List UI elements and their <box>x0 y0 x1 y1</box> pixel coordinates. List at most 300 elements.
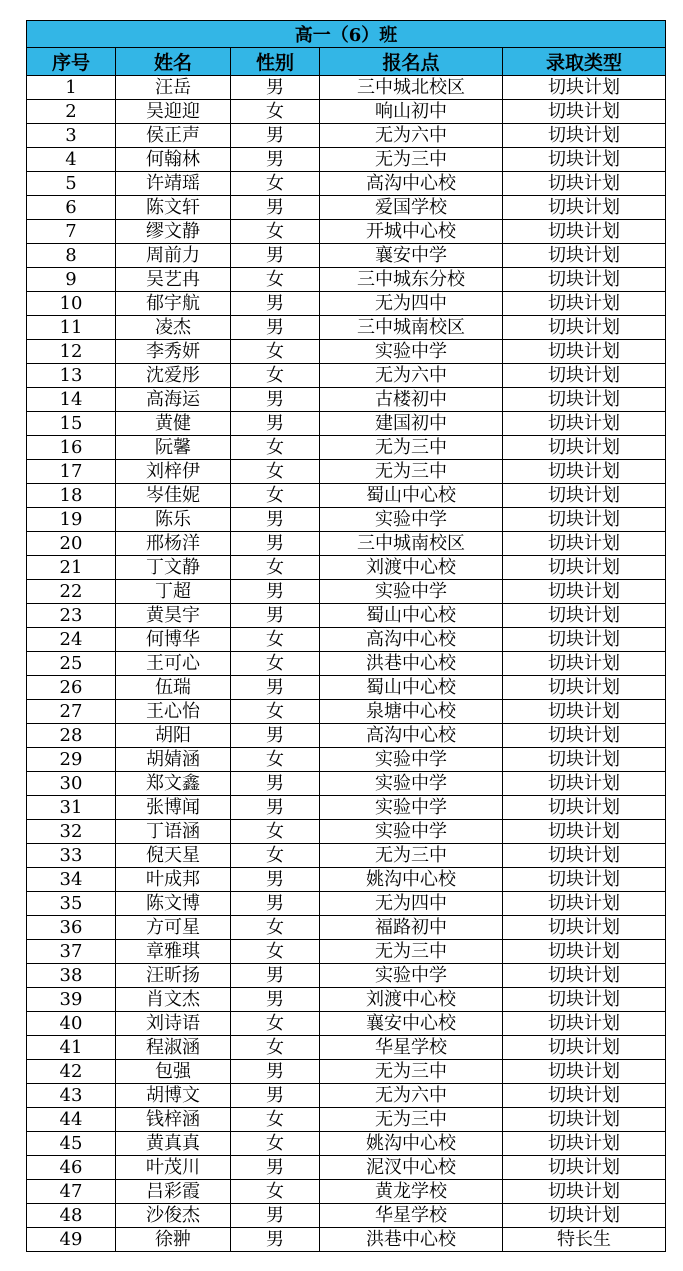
registration-site: 三中城东分校 <box>320 268 503 292</box>
student-name: 钱梓涵 <box>116 1108 231 1132</box>
row-number: 23 <box>27 604 116 628</box>
student-gender: 女 <box>231 484 320 508</box>
row-number: 45 <box>27 1132 116 1156</box>
table-row <box>27 556 666 580</box>
registration-site: 华星学校 <box>320 1204 503 1228</box>
student-name: 黄真真 <box>116 1132 231 1156</box>
row-number: 37 <box>27 940 116 964</box>
row-number: 13 <box>27 364 116 388</box>
admission-type: 切块计划 <box>503 292 666 316</box>
student-name: 肖文杰 <box>116 988 231 1012</box>
registration-site: 实验中学 <box>320 340 503 364</box>
admission-type: 切块计划 <box>503 772 666 796</box>
title-row <box>27 21 666 48</box>
header-row <box>27 48 666 76</box>
student-gender: 女 <box>231 652 320 676</box>
student-gender: 男 <box>231 316 320 340</box>
row-number: 22 <box>27 580 116 604</box>
table-row <box>27 916 666 940</box>
admission-type: 切块计划 <box>503 580 666 604</box>
student-name: 侯正声 <box>116 124 231 148</box>
row-number: 15 <box>27 412 116 436</box>
admission-type: 切块计划 <box>503 676 666 700</box>
student-name: 陈文轩 <box>116 196 231 220</box>
student-gender: 女 <box>231 1012 320 1036</box>
student-gender: 女 <box>231 364 320 388</box>
admission-type: 切块计划 <box>503 1012 666 1036</box>
registration-site: 三中城南校区 <box>320 316 503 340</box>
row-number: 14 <box>27 388 116 412</box>
row-number: 5 <box>27 172 116 196</box>
table-row <box>27 484 666 508</box>
table-row <box>27 580 666 604</box>
row-number: 12 <box>27 340 116 364</box>
student-gender: 男 <box>231 508 320 532</box>
student-name: 高海运 <box>116 388 231 412</box>
registration-site: 高沟中心校 <box>320 724 503 748</box>
student-gender: 男 <box>231 964 320 988</box>
table-row <box>27 748 666 772</box>
student-gender: 男 <box>231 1060 320 1084</box>
admission-type: 切块计划 <box>503 532 666 556</box>
registration-site: 蜀山中心校 <box>320 604 503 628</box>
row-number: 25 <box>27 652 116 676</box>
registration-site: 襄安中心校 <box>320 1012 503 1036</box>
row-number: 8 <box>27 244 116 268</box>
student-name: 倪天星 <box>116 844 231 868</box>
student-gender: 男 <box>231 292 320 316</box>
registration-site: 华星学校 <box>320 1036 503 1060</box>
student-name: 黄昊宇 <box>116 604 231 628</box>
admission-type: 切块计划 <box>503 460 666 484</box>
registration-site: 泉塘中心校 <box>320 700 503 724</box>
table-row <box>27 388 666 412</box>
table-row <box>27 412 666 436</box>
row-number: 1 <box>27 76 116 100</box>
registration-site: 无为六中 <box>320 364 503 388</box>
row-number: 27 <box>27 700 116 724</box>
student-gender: 女 <box>231 916 320 940</box>
row-number: 32 <box>27 820 116 844</box>
table-row <box>27 988 666 1012</box>
row-number: 3 <box>27 124 116 148</box>
row-number: 6 <box>27 196 116 220</box>
row-number: 17 <box>27 460 116 484</box>
table-row <box>27 532 666 556</box>
row-number: 48 <box>27 1204 116 1228</box>
admission-type: 切块计划 <box>503 364 666 388</box>
table-row <box>27 940 666 964</box>
student-name: 王可心 <box>116 652 231 676</box>
table-row <box>27 820 666 844</box>
column-header-admission-type: 录取类型 <box>503 48 666 76</box>
student-gender: 女 <box>231 1036 320 1060</box>
admission-type: 切块计划 <box>503 388 666 412</box>
row-number: 33 <box>27 844 116 868</box>
row-number: 31 <box>27 796 116 820</box>
admission-type: 切块计划 <box>503 244 666 268</box>
student-name: 郑文鑫 <box>116 772 231 796</box>
registration-site: 开城中心校 <box>320 220 503 244</box>
registration-site: 黄龙学校 <box>320 1180 503 1204</box>
registration-site: 无为四中 <box>320 292 503 316</box>
registration-site: 蜀山中心校 <box>320 484 503 508</box>
admission-type: 切块计划 <box>503 1108 666 1132</box>
admission-type: 切块计划 <box>503 196 666 220</box>
student-gender: 女 <box>231 340 320 364</box>
table-row <box>27 652 666 676</box>
row-number: 7 <box>27 220 116 244</box>
row-number: 46 <box>27 1156 116 1180</box>
registration-site: 姚沟中心校 <box>320 1132 503 1156</box>
student-gender: 男 <box>231 868 320 892</box>
row-number: 39 <box>27 988 116 1012</box>
row-number: 9 <box>27 268 116 292</box>
student-gender: 男 <box>231 76 320 100</box>
student-name: 李秀妍 <box>116 340 231 364</box>
row-number: 20 <box>27 532 116 556</box>
table-row <box>27 1108 666 1132</box>
row-number: 26 <box>27 676 116 700</box>
row-number: 47 <box>27 1180 116 1204</box>
student-name: 陈乐 <box>116 508 231 532</box>
row-number: 30 <box>27 772 116 796</box>
student-gender: 男 <box>231 1156 320 1180</box>
student-name: 邢杨洋 <box>116 532 231 556</box>
admission-type: 切块计划 <box>503 76 666 100</box>
class-roster-table <box>26 20 666 1252</box>
admission-type: 切块计划 <box>503 988 666 1012</box>
admission-type: 切块计划 <box>503 964 666 988</box>
registration-site: 实验中学 <box>320 964 503 988</box>
registration-site: 无为三中 <box>320 844 503 868</box>
row-number: 49 <box>27 1228 116 1252</box>
row-number: 19 <box>27 508 116 532</box>
admission-type: 切块计划 <box>503 316 666 340</box>
student-gender: 女 <box>231 748 320 772</box>
admission-type: 切块计划 <box>503 1084 666 1108</box>
registration-site: 实验中学 <box>320 508 503 532</box>
row-number: 21 <box>27 556 116 580</box>
table-row <box>27 700 666 724</box>
student-gender: 女 <box>231 700 320 724</box>
admission-type: 切块计划 <box>503 628 666 652</box>
registration-site: 蜀山中心校 <box>320 676 503 700</box>
admission-type: 切块计划 <box>503 868 666 892</box>
student-name: 沈爱彤 <box>116 364 231 388</box>
student-name: 许靖瑶 <box>116 172 231 196</box>
registration-site: 无为三中 <box>320 1108 503 1132</box>
student-name: 叶茂川 <box>116 1156 231 1180</box>
table-row <box>27 892 666 916</box>
admission-type: 切块计划 <box>503 1204 666 1228</box>
row-number: 42 <box>27 1060 116 1084</box>
student-gender: 男 <box>231 724 320 748</box>
student-gender: 女 <box>231 820 320 844</box>
registration-site: 无为三中 <box>320 940 503 964</box>
table-row <box>27 1156 666 1180</box>
registration-site: 福路初中 <box>320 916 503 940</box>
student-name: 郁宇航 <box>116 292 231 316</box>
admission-type: 切块计划 <box>503 652 666 676</box>
row-number: 18 <box>27 484 116 508</box>
student-gender: 男 <box>231 604 320 628</box>
registration-site: 无为三中 <box>320 1060 503 1084</box>
student-gender: 女 <box>231 172 320 196</box>
row-number: 38 <box>27 964 116 988</box>
table-row <box>27 1084 666 1108</box>
student-gender: 女 <box>231 1132 320 1156</box>
table-row <box>27 100 666 124</box>
student-name: 阮馨 <box>116 436 231 460</box>
table-row <box>27 796 666 820</box>
table-row <box>27 292 666 316</box>
table-row <box>27 76 666 100</box>
student-name: 吴迎迎 <box>116 100 231 124</box>
registration-site: 无为三中 <box>320 436 503 460</box>
column-header-registration-site: 报名点 <box>320 48 503 76</box>
registration-site: 无为三中 <box>320 148 503 172</box>
row-number: 34 <box>27 868 116 892</box>
student-gender: 男 <box>231 772 320 796</box>
student-gender: 女 <box>231 436 320 460</box>
admission-type: 切块计划 <box>503 100 666 124</box>
admission-type: 切块计划 <box>503 604 666 628</box>
class-title: 高一（6）班 <box>27 21 666 48</box>
registration-site: 实验中学 <box>320 820 503 844</box>
admission-type: 切块计划 <box>503 412 666 436</box>
admission-type: 切块计划 <box>503 820 666 844</box>
student-gender: 男 <box>231 1204 320 1228</box>
registration-site: 无为四中 <box>320 892 503 916</box>
admission-type: 切块计划 <box>503 724 666 748</box>
registration-site: 三中城南校区 <box>320 532 503 556</box>
admission-type: 切块计划 <box>503 1036 666 1060</box>
row-number: 4 <box>27 148 116 172</box>
admission-type: 切块计划 <box>503 700 666 724</box>
admission-type: 切块计划 <box>503 340 666 364</box>
table-row <box>27 124 666 148</box>
table-row <box>27 316 666 340</box>
registration-site: 建国初中 <box>320 412 503 436</box>
admission-type: 切块计划 <box>503 484 666 508</box>
admission-type: 切块计划 <box>503 796 666 820</box>
row-number: 28 <box>27 724 116 748</box>
table-row <box>27 1060 666 1084</box>
student-name: 张博闻 <box>116 796 231 820</box>
table-row <box>27 676 666 700</box>
student-gender: 男 <box>231 892 320 916</box>
admission-type: 切块计划 <box>503 268 666 292</box>
student-gender: 女 <box>231 556 320 580</box>
student-gender: 女 <box>231 460 320 484</box>
student-name: 沙俊杰 <box>116 1204 231 1228</box>
table-row <box>27 1132 666 1156</box>
student-name: 包强 <box>116 1060 231 1084</box>
registration-site: 襄安中学 <box>320 244 503 268</box>
table-row <box>27 724 666 748</box>
admission-type: 切块计划 <box>503 148 666 172</box>
table-row <box>27 604 666 628</box>
student-name: 胡博文 <box>116 1084 231 1108</box>
registration-site: 实验中学 <box>320 796 503 820</box>
student-name: 徐翀 <box>116 1228 231 1252</box>
admission-type: 切块计划 <box>503 1180 666 1204</box>
admission-type: 切块计划 <box>503 1156 666 1180</box>
admission-type: 特长生 <box>503 1228 666 1252</box>
row-number: 29 <box>27 748 116 772</box>
table-row <box>27 508 666 532</box>
row-number: 43 <box>27 1084 116 1108</box>
admission-type: 切块计划 <box>503 940 666 964</box>
table-row <box>27 148 666 172</box>
registration-site: 实验中学 <box>320 748 503 772</box>
student-gender: 男 <box>231 988 320 1012</box>
registration-site: 刘渡中心校 <box>320 988 503 1012</box>
student-gender: 男 <box>231 412 320 436</box>
student-gender: 男 <box>231 148 320 172</box>
student-gender: 女 <box>231 628 320 652</box>
student-name: 方可星 <box>116 916 231 940</box>
student-name: 岑佳妮 <box>116 484 231 508</box>
registration-site: 洪巷中心校 <box>320 652 503 676</box>
table-row <box>27 196 666 220</box>
registration-site: 高沟中心校 <box>320 172 503 196</box>
table-row <box>27 772 666 796</box>
student-name: 章雅琪 <box>116 940 231 964</box>
registration-site: 实验中学 <box>320 772 503 796</box>
table-row <box>27 1204 666 1228</box>
row-number: 16 <box>27 436 116 460</box>
student-gender: 女 <box>231 220 320 244</box>
registration-site: 刘渡中心校 <box>320 556 503 580</box>
registration-site: 实验中学 <box>320 580 503 604</box>
table-row <box>27 340 666 364</box>
table-row <box>27 1180 666 1204</box>
column-header-gender: 性别 <box>231 48 320 76</box>
student-gender: 男 <box>231 1084 320 1108</box>
roster-body <box>27 76 666 1252</box>
student-gender: 男 <box>231 1228 320 1252</box>
registration-site: 响山初中 <box>320 100 503 124</box>
student-name: 伍瑞 <box>116 676 231 700</box>
table-row <box>27 244 666 268</box>
row-number: 10 <box>27 292 116 316</box>
student-name: 吴艺冉 <box>116 268 231 292</box>
registration-site: 高沟中心校 <box>320 628 503 652</box>
student-name: 汪昕扬 <box>116 964 231 988</box>
table-row <box>27 220 666 244</box>
admission-type: 切块计划 <box>503 892 666 916</box>
admission-type: 切块计划 <box>503 1060 666 1084</box>
student-gender: 男 <box>231 124 320 148</box>
row-number: 11 <box>27 316 116 340</box>
table-row <box>27 1012 666 1036</box>
student-gender: 女 <box>231 268 320 292</box>
table-row <box>27 172 666 196</box>
admission-type: 切块计划 <box>503 220 666 244</box>
registration-site: 无为三中 <box>320 460 503 484</box>
student-name: 吕彩霞 <box>116 1180 231 1204</box>
student-gender: 女 <box>231 844 320 868</box>
registration-site: 无为六中 <box>320 1084 503 1108</box>
student-name: 何博华 <box>116 628 231 652</box>
admission-type: 切块计划 <box>503 1132 666 1156</box>
table-row <box>27 268 666 292</box>
row-number: 40 <box>27 1012 116 1036</box>
student-gender: 男 <box>231 388 320 412</box>
student-gender: 男 <box>231 580 320 604</box>
student-name: 叶成邦 <box>116 868 231 892</box>
table-row <box>27 460 666 484</box>
student-name: 胡婧涵 <box>116 748 231 772</box>
student-gender: 男 <box>231 676 320 700</box>
student-name: 丁语涵 <box>116 820 231 844</box>
student-gender: 男 <box>231 196 320 220</box>
student-name: 汪岳 <box>116 76 231 100</box>
admission-type: 切块计划 <box>503 436 666 460</box>
admission-type: 切块计划 <box>503 556 666 580</box>
student-name: 胡阳 <box>116 724 231 748</box>
student-name: 王心怡 <box>116 700 231 724</box>
table-row <box>27 628 666 652</box>
student-gender: 男 <box>231 532 320 556</box>
admission-type: 切块计划 <box>503 748 666 772</box>
student-gender: 女 <box>231 1108 320 1132</box>
row-number: 44 <box>27 1108 116 1132</box>
student-gender: 女 <box>231 940 320 964</box>
table-row <box>27 964 666 988</box>
column-header-name: 姓名 <box>116 48 231 76</box>
row-number: 35 <box>27 892 116 916</box>
student-name: 刘诗语 <box>116 1012 231 1036</box>
row-number: 41 <box>27 1036 116 1060</box>
student-name: 丁超 <box>116 580 231 604</box>
registration-site: 三中城北校区 <box>320 76 503 100</box>
student-gender: 男 <box>231 796 320 820</box>
registration-site: 古楼初中 <box>320 388 503 412</box>
student-name: 凌杰 <box>116 316 231 340</box>
admission-type: 切块计划 <box>503 844 666 868</box>
registration-site: 姚沟中心校 <box>320 868 503 892</box>
student-name: 缪文静 <box>116 220 231 244</box>
registration-site: 无为六中 <box>320 124 503 148</box>
registration-site: 爱国学校 <box>320 196 503 220</box>
student-gender: 女 <box>231 1180 320 1204</box>
column-header-number: 序号 <box>27 48 116 76</box>
student-gender: 男 <box>231 244 320 268</box>
admission-type: 切块计划 <box>503 172 666 196</box>
student-name: 程淑涵 <box>116 1036 231 1060</box>
table-row <box>27 436 666 460</box>
table-row <box>27 1228 666 1252</box>
table-row <box>27 1036 666 1060</box>
student-name: 黄健 <box>116 412 231 436</box>
row-number: 36 <box>27 916 116 940</box>
student-gender: 女 <box>231 100 320 124</box>
admission-type: 切块计划 <box>503 916 666 940</box>
registration-site: 洪巷中心校 <box>320 1228 503 1252</box>
student-name: 周前力 <box>116 244 231 268</box>
admission-type: 切块计划 <box>503 508 666 532</box>
row-number: 24 <box>27 628 116 652</box>
student-name: 何翰林 <box>116 148 231 172</box>
student-name: 刘梓伊 <box>116 460 231 484</box>
student-name: 陈文博 <box>116 892 231 916</box>
row-number: 2 <box>27 100 116 124</box>
admission-type: 切块计划 <box>503 124 666 148</box>
table-row <box>27 364 666 388</box>
